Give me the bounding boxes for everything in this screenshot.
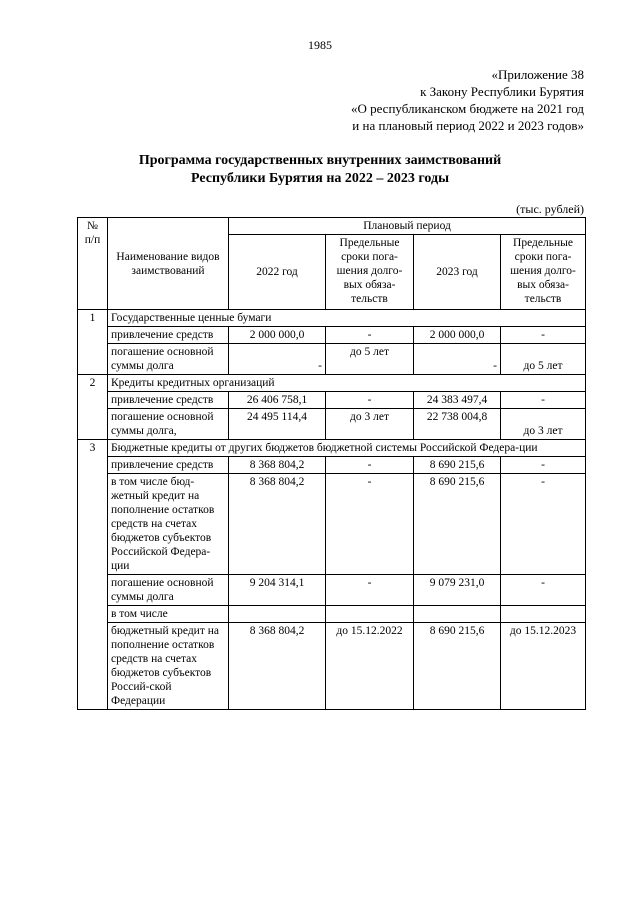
row-value-2023: 22 738 004,8 (414, 409, 501, 440)
table-row (78, 327, 586, 344)
table-row (78, 392, 586, 409)
borrowing-table (77, 217, 586, 710)
row-value-2022: 8 368 804,2 (229, 457, 326, 474)
row-value-2022: 24 495 114,4 (229, 409, 326, 440)
row-term-2022: до 15.12.2022 (326, 623, 414, 710)
row-term-2023: - (501, 392, 586, 409)
header-name: Наименование видов заимствований (108, 218, 229, 310)
section-row (78, 310, 586, 327)
row-term-2023: - (501, 474, 586, 575)
table-row (78, 457, 586, 474)
row-value-2023: 9 079 231,0 (414, 575, 501, 606)
page-number: 1985 (308, 38, 332, 52)
row-term-2023: до 5 лет (501, 344, 586, 375)
appendix-line: «О республиканском бюджете на 2021 год (350, 101, 584, 116)
row-value-2022: 26 406 758,1 (229, 392, 326, 409)
row-value-2023: 2 000 000,0 (414, 327, 501, 344)
row-value-2023: 8 690 215,6 (414, 457, 501, 474)
header-num: № п/п (78, 218, 108, 310)
document-title (0, 152, 640, 188)
row-name: бюджетный кредит на пополнение остатков средств на счетах бюджетов субъектов Россий-ской Федерации (108, 623, 229, 710)
row-name: привлечение средств (108, 392, 229, 409)
header-row (78, 218, 586, 235)
row-value-2023: - (414, 344, 501, 375)
row-value-2023: 8 690 215,6 (414, 474, 501, 575)
row-term-2022 (326, 606, 414, 623)
table-row (78, 623, 586, 710)
row-term-2022: - (326, 457, 414, 474)
row-name: в том числе бюд-жетный кредит на пополнение остатков средств на счетах бюджетов субъектов Российской Федера-ции (108, 474, 229, 575)
appendix-line: и на плановый период 2022 и 2023 годов» (352, 118, 584, 133)
row-value-2022: - (229, 344, 326, 375)
title-line: Республики Бурятия на 2022 – 2023 годы (190, 171, 450, 186)
row-value-2023: 24 383 497,4 (414, 392, 501, 409)
header-terms-2022: Предельные сроки пога-шения долго-вых обяза-тельств (326, 235, 414, 310)
row-term-2022: до 5 лет (326, 344, 414, 375)
row-name: в том числе (108, 606, 229, 623)
row-term-2022: - (326, 575, 414, 606)
row-term-2022: - (326, 327, 414, 344)
section-title: Бюджетные кредиты от других бюджетов бюджетной системы Российской Федера-ции (108, 440, 586, 457)
row-term-2022: до 3 лет (326, 409, 414, 440)
row-term-2022: - (326, 474, 414, 575)
row-term-2023: до 15.12.2023 (501, 623, 586, 710)
section-row (78, 375, 586, 392)
header-planned-period: Плановый период (229, 218, 586, 235)
title-line: Программа государственных внутренних заимствований (138, 153, 502, 168)
row-value-2022: 8 368 804,2 (229, 474, 326, 575)
row-name: привлечение средств (108, 327, 229, 344)
table-row (78, 606, 586, 623)
header-terms-2023: Предельные сроки пога-шения долго-вых обяза-тельств (501, 235, 586, 310)
row-value-2022: 8 368 804,2 (229, 623, 326, 710)
row-value-2023: 8 690 215,6 (414, 623, 501, 710)
row-term-2023: - (501, 575, 586, 606)
header-2023: 2023 год (414, 235, 501, 310)
section-row (78, 440, 586, 457)
row-value-2022: 2 000 000,0 (229, 327, 326, 344)
section-num: 1 (78, 310, 108, 375)
header-2022: 2022 год (229, 235, 326, 310)
table-row (78, 575, 586, 606)
section-title: Государственные ценные бумаги (108, 310, 586, 327)
section-num: 3 (78, 440, 108, 710)
appendix-line: «Приложение 38 (491, 67, 584, 82)
row-name: погашение основной суммы долга (108, 344, 229, 375)
section-num: 2 (78, 375, 108, 440)
table-row (78, 474, 586, 575)
row-value-2022: 9 204 314,1 (229, 575, 326, 606)
row-value-2022 (229, 606, 326, 623)
row-term-2023 (501, 606, 586, 623)
table-row (78, 344, 586, 375)
row-name: погашение основной суммы долга, (108, 409, 229, 440)
row-name: погашение основной суммы долга (108, 575, 229, 606)
units-label: (тыс. рублей) (516, 202, 584, 216)
row-term-2023: - (501, 327, 586, 344)
row-term-2023: до 3 лет (501, 409, 586, 440)
row-term-2023: - (501, 457, 586, 474)
section-title: Кредиты кредитных организаций (108, 375, 586, 392)
appendix-header (351, 66, 584, 134)
table-row (78, 409, 586, 440)
row-value-2023 (414, 606, 501, 623)
row-name: привлечение средств (108, 457, 229, 474)
row-term-2022: - (326, 392, 414, 409)
appendix-line: к Закону Республики Бурятия (420, 84, 584, 99)
